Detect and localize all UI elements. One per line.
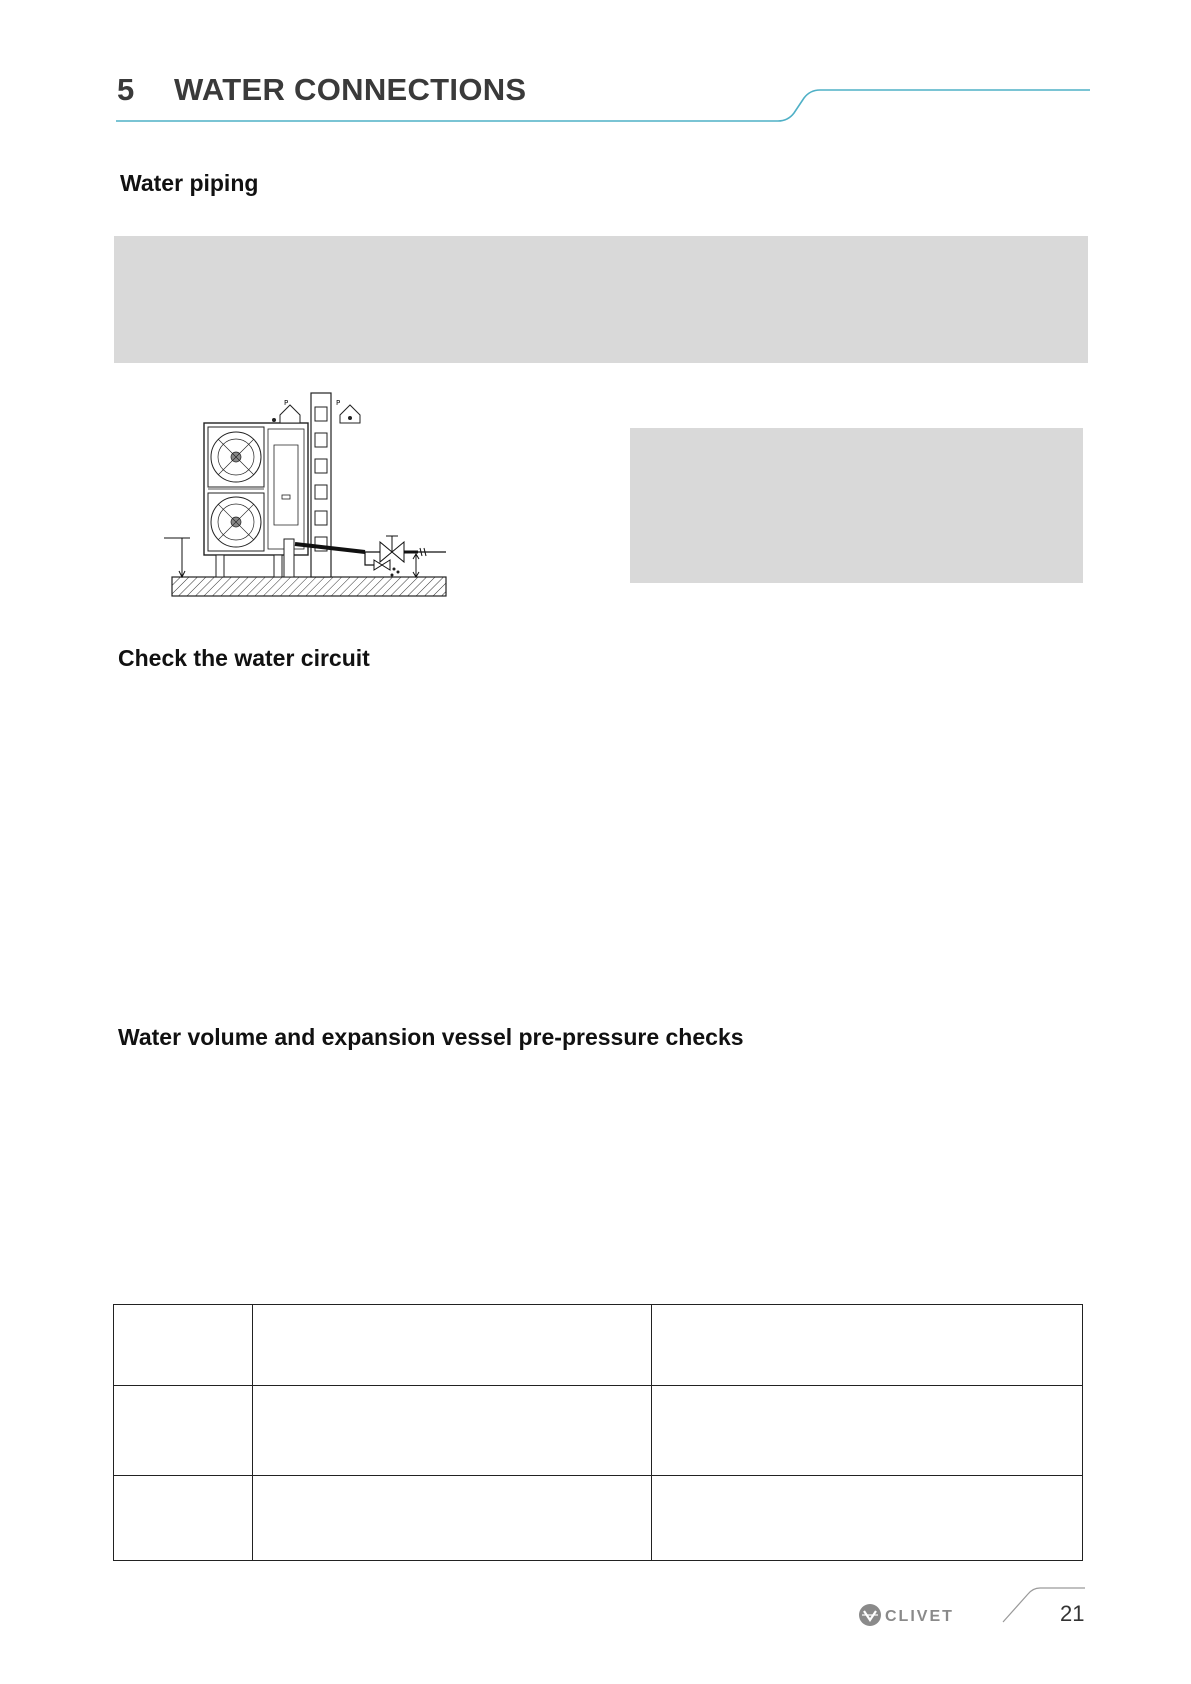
- table-row: [114, 1476, 1083, 1561]
- table-cell: [114, 1476, 253, 1561]
- table-row: [114, 1386, 1083, 1476]
- table-cell: [252, 1386, 652, 1476]
- redacted-note-block: [630, 428, 1083, 583]
- table-row: [114, 1305, 1083, 1386]
- section-heading-volume-checks: Water volume and expansion vessel pre-pressure checks: [118, 1024, 744, 1050]
- section-heading-check-circuit: Check the water circuit: [118, 645, 370, 671]
- svg-text:P: P: [336, 399, 341, 407]
- header-rule: [0, 0, 1191, 140]
- section-heading-water-piping: Water piping: [120, 170, 259, 196]
- table-cell: [652, 1305, 1083, 1386]
- piping-diagram: [160, 385, 460, 600]
- table-cell: [114, 1305, 253, 1386]
- page-number: 21: [1060, 1601, 1085, 1626]
- table-cell: [652, 1386, 1083, 1476]
- brand-text: CLIVET: [885, 1608, 954, 1625]
- chapter-number: 5: [117, 72, 135, 107]
- chapter-title: WATER CONNECTIONS: [174, 72, 527, 107]
- table-cell: [652, 1476, 1083, 1561]
- clivet-logo: [858, 1601, 982, 1629]
- redacted-text-block: [114, 236, 1088, 363]
- table-cell: [252, 1305, 652, 1386]
- volume-table: [113, 1304, 1083, 1560]
- table-cell: [114, 1386, 253, 1476]
- svg-text:P: P: [284, 399, 289, 407]
- table-cell: [252, 1476, 652, 1561]
